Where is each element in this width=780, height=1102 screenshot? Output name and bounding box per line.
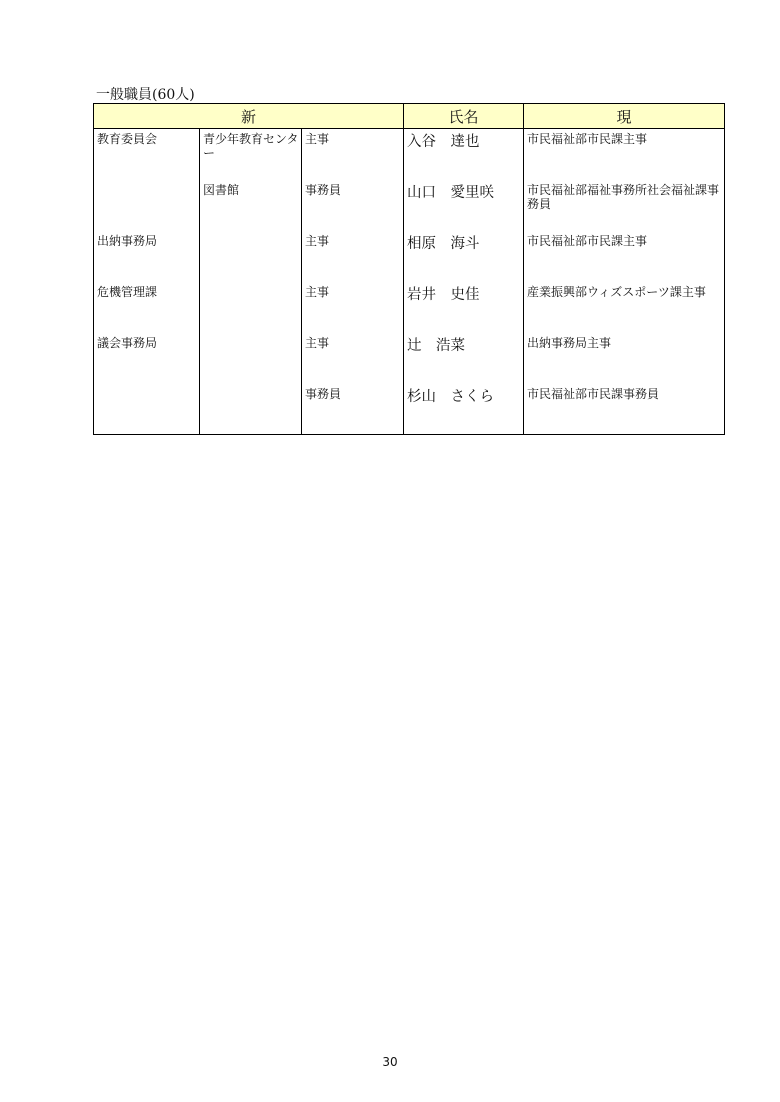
- dept-cell: 教育委員会: [94, 129, 200, 180]
- name-cell: 入谷 達也: [404, 129, 524, 180]
- position-cell: 事務員: [302, 384, 404, 435]
- previous-post-cell: 市民福祉部市民課主事: [524, 231, 725, 282]
- name-cell: 山口 愛里咲: [404, 180, 524, 231]
- previous-post-cell: 市民福祉部市民課事務員: [524, 384, 725, 435]
- page-number: 30: [382, 1055, 398, 1069]
- section-cell: [200, 231, 302, 282]
- previous-post-cell: 出納事務局主事: [524, 333, 725, 384]
- section-cell: [200, 333, 302, 384]
- section-cell: 青少年教育センター: [200, 129, 302, 180]
- section-caption: 一般職員(60人): [96, 87, 195, 103]
- name-cell: 辻 浩菜: [404, 333, 524, 384]
- section-cell: [200, 282, 302, 333]
- table-row: [94, 231, 725, 282]
- name-cell: 杉山 さくら: [404, 384, 524, 435]
- name-cell: 岩井 史佳: [404, 282, 524, 333]
- previous-post-cell: 市民福祉部市民課主事: [524, 129, 725, 180]
- dept-cell: 出納事務局: [94, 231, 200, 282]
- position-cell: 主事: [302, 333, 404, 384]
- section-cell: 図書館: [200, 180, 302, 231]
- dept-cell: [94, 384, 200, 435]
- personnel-table: [93, 103, 725, 435]
- header-name: 氏名: [404, 104, 524, 129]
- table-row: [94, 129, 725, 180]
- header-new: 新: [94, 104, 404, 129]
- dept-cell: [94, 180, 200, 231]
- dept-cell: 危機管理課: [94, 282, 200, 333]
- header-current: 現: [524, 104, 725, 129]
- table-row: [94, 333, 725, 384]
- position-cell: 主事: [302, 282, 404, 333]
- section-cell: [200, 384, 302, 435]
- position-cell: 事務員: [302, 180, 404, 231]
- table-row: [94, 180, 725, 231]
- header-row: [94, 104, 725, 129]
- previous-post-cell: 産業振興部ウィズスポーツ課主事: [524, 282, 725, 333]
- name-cell: 相原 海斗: [404, 231, 524, 282]
- table-row: [94, 282, 725, 333]
- dept-cell: 議会事務局: [94, 333, 200, 384]
- previous-post-cell: 市民福祉部福祉事務所社会福祉課事務員: [524, 180, 725, 231]
- position-cell: 主事: [302, 231, 404, 282]
- table-row: [94, 384, 725, 435]
- position-cell: 主事: [302, 129, 404, 180]
